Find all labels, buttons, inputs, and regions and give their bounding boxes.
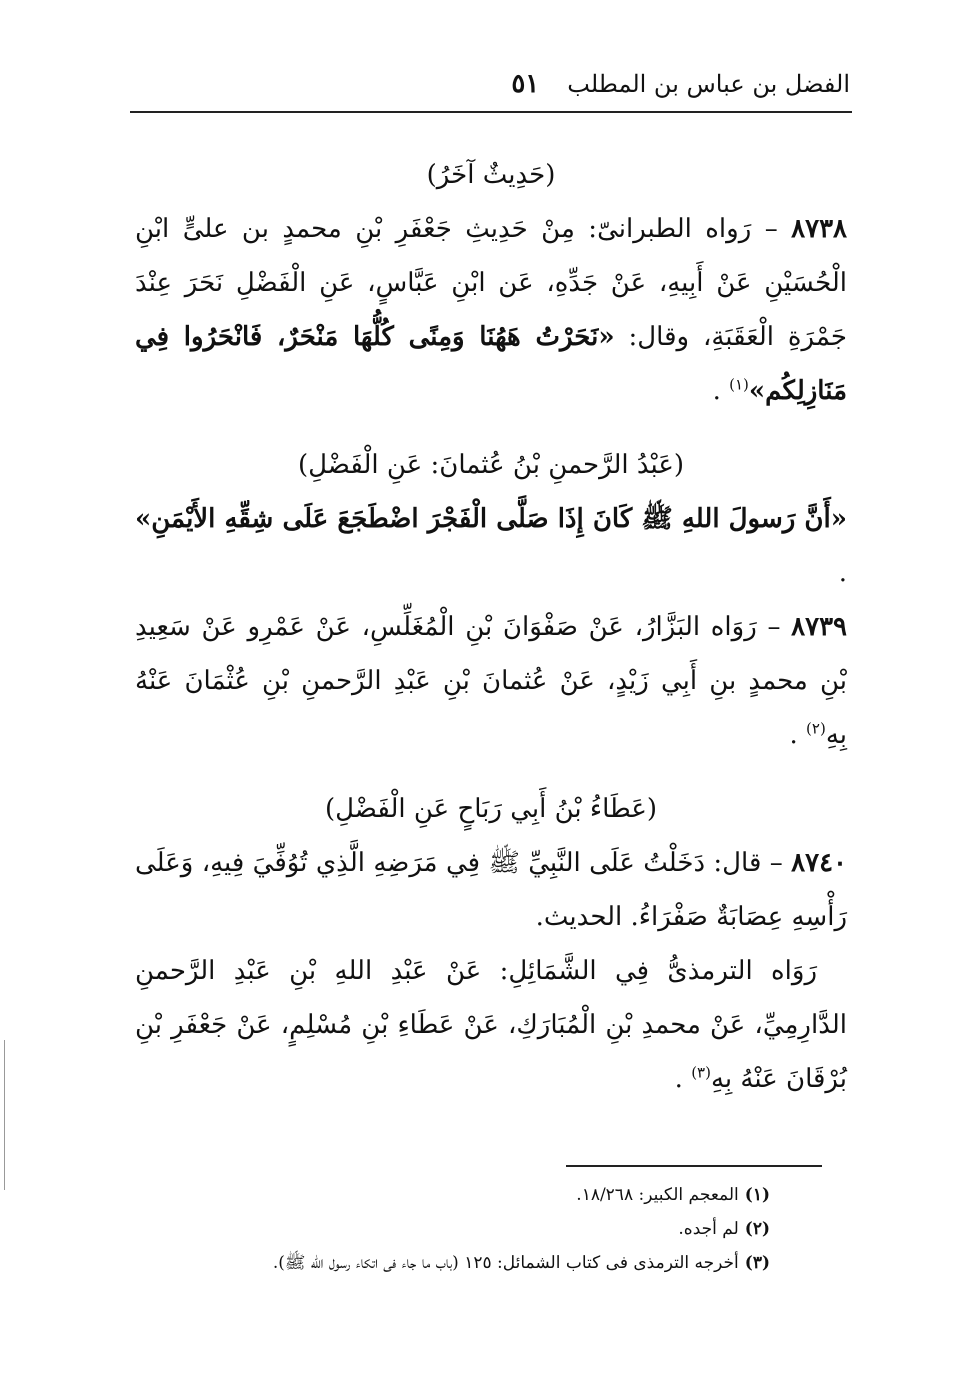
footnote-number: (٣) [744, 1253, 770, 1273]
hadith-source-paragraph [135, 944, 847, 1106]
footnote-text: المعجم الكبير: ١٨/٢٦٨. [576, 1185, 739, 1205]
header-rule [130, 111, 852, 113]
hadith-8739 [135, 600, 847, 762]
section-heading: (عَطَاءُ بْنُ أَبِي رَبَاحٍ عَنِ الْفَضْلِ) [324, 794, 658, 824]
hadith-number: ٨٧٣٩ [791, 612, 847, 642]
footnotes [120, 1178, 770, 1280]
scan-edge-line [4, 1040, 5, 1190]
footnote-ref: (١) [729, 375, 749, 394]
hadith-8738 [135, 202, 847, 418]
hadith-quote: «أَنَّ رَسولَ اللهِ ﷺ كَانَ إِذَا صَلَّى الْفَجْرَ اضْطَجَعَ عَلَى شِقِّهِ الأَيْمَنِ» [135, 504, 847, 534]
hadith-8740 [135, 836, 847, 944]
page-header [130, 58, 850, 110]
hadith-quote-paragraph [135, 492, 847, 600]
footnote-number: (٢) [744, 1219, 770, 1239]
footnote-ref: (٢) [806, 719, 826, 738]
footnote-number: (١) [744, 1185, 770, 1205]
period: . [712, 376, 730, 406]
footnote-text: أخرجه الترمذى فى كتاب الشمائل: ١٢٥ (باب ما جاء فى اتكاء رسول الله ﷺ). [272, 1253, 739, 1273]
main-text [135, 148, 847, 1106]
running-title: الفضل بن عباس بن المطلب [567, 70, 850, 98]
hadith-text: رَوَاه الترمذىُّ فِي الشَّمَائِلِ: عَنْ عَبْدِ اللهِ بْنِ عَبْدِ الرَّحمنِ الدَّارِمِيِّ، عَنْ محمدِ بْنِ الْمُبَارَكِ، عَنْ عَطَاءِ بْنِ مُسْلِمٍ، عَنْ جَعْفَرِ بْنِ بُرْقَانَ عَنْهُ بِهِ [135, 956, 847, 1094]
hadith-text: – رَواه الطبرانىّ: مِنْ حَدِيثِ جَعْفَرِ بْنِ محمدٍ بن علىٍّ ابْنِ الْحُسَيْنِ عَنْ أَبِيهِ، عَنْ جَدِّهِ، عَن ابْنِ عَبَّاسٍ، عَنِ الْفَضْلِ نَحَرَ عِنْدَ جَمْرَةِ الْعَقَبَةِ، وقال: [135, 214, 847, 352]
hadith-text: – رَوَاه البَزَّارُ، عَنْ صَفْوَانَ بْنِ الْمُغَلِّسِ، عَنْ عَمْرِو عَنْ سَعِيدِ بْنِ محمدٍ بنِ أَبِي زَيْدٍ، عَنْ عُثمانَ بْنِ عَبْدِ الرَّحمنِ بْنِ عُثْمَانَ عَنْهُ بِهِ [135, 612, 847, 750]
section-heading: (عَبْدُ الرَّحمنِ بْنُ عُثمانَ: عَنِ الْفَضْلِ) [297, 450, 685, 480]
period: . [789, 720, 807, 750]
footnote-3 [120, 1246, 770, 1280]
section-heading: (حَدِيثٌ آخَرُ) [426, 160, 556, 190]
period: . [838, 558, 847, 588]
period: . [674, 1064, 692, 1094]
page-number: ٥١ [511, 69, 540, 99]
footnote-ref: (٣) [691, 1063, 711, 1082]
hadith-number: ٨٧٤٠ [791, 848, 847, 878]
hadith-number: ٨٧٣٨ [791, 214, 847, 244]
footnote-2 [120, 1212, 770, 1246]
footnote-1 [120, 1178, 770, 1212]
footnote-rule [566, 1165, 822, 1167]
footnote-text: لم أجده. [678, 1219, 739, 1239]
hadith-text: – قال: دَخَلْتُ عَلَى النَّبِيِّ ﷺ فِي مَرَضِهِ الَّذِي تُوُفِّيَ فِيهِ، وَعَلَى رَأْسِهِ عِصَابَةٌ صَفْرَاءُ. الحديث. [135, 848, 847, 932]
hadith-quote: «نَحَرْتُ هَهُنَا وَمِنًى كُلُّهَا مَنْحَرٌ، فَانْحَرُوا فِي مَنَازِلِكُم» [135, 322, 847, 406]
